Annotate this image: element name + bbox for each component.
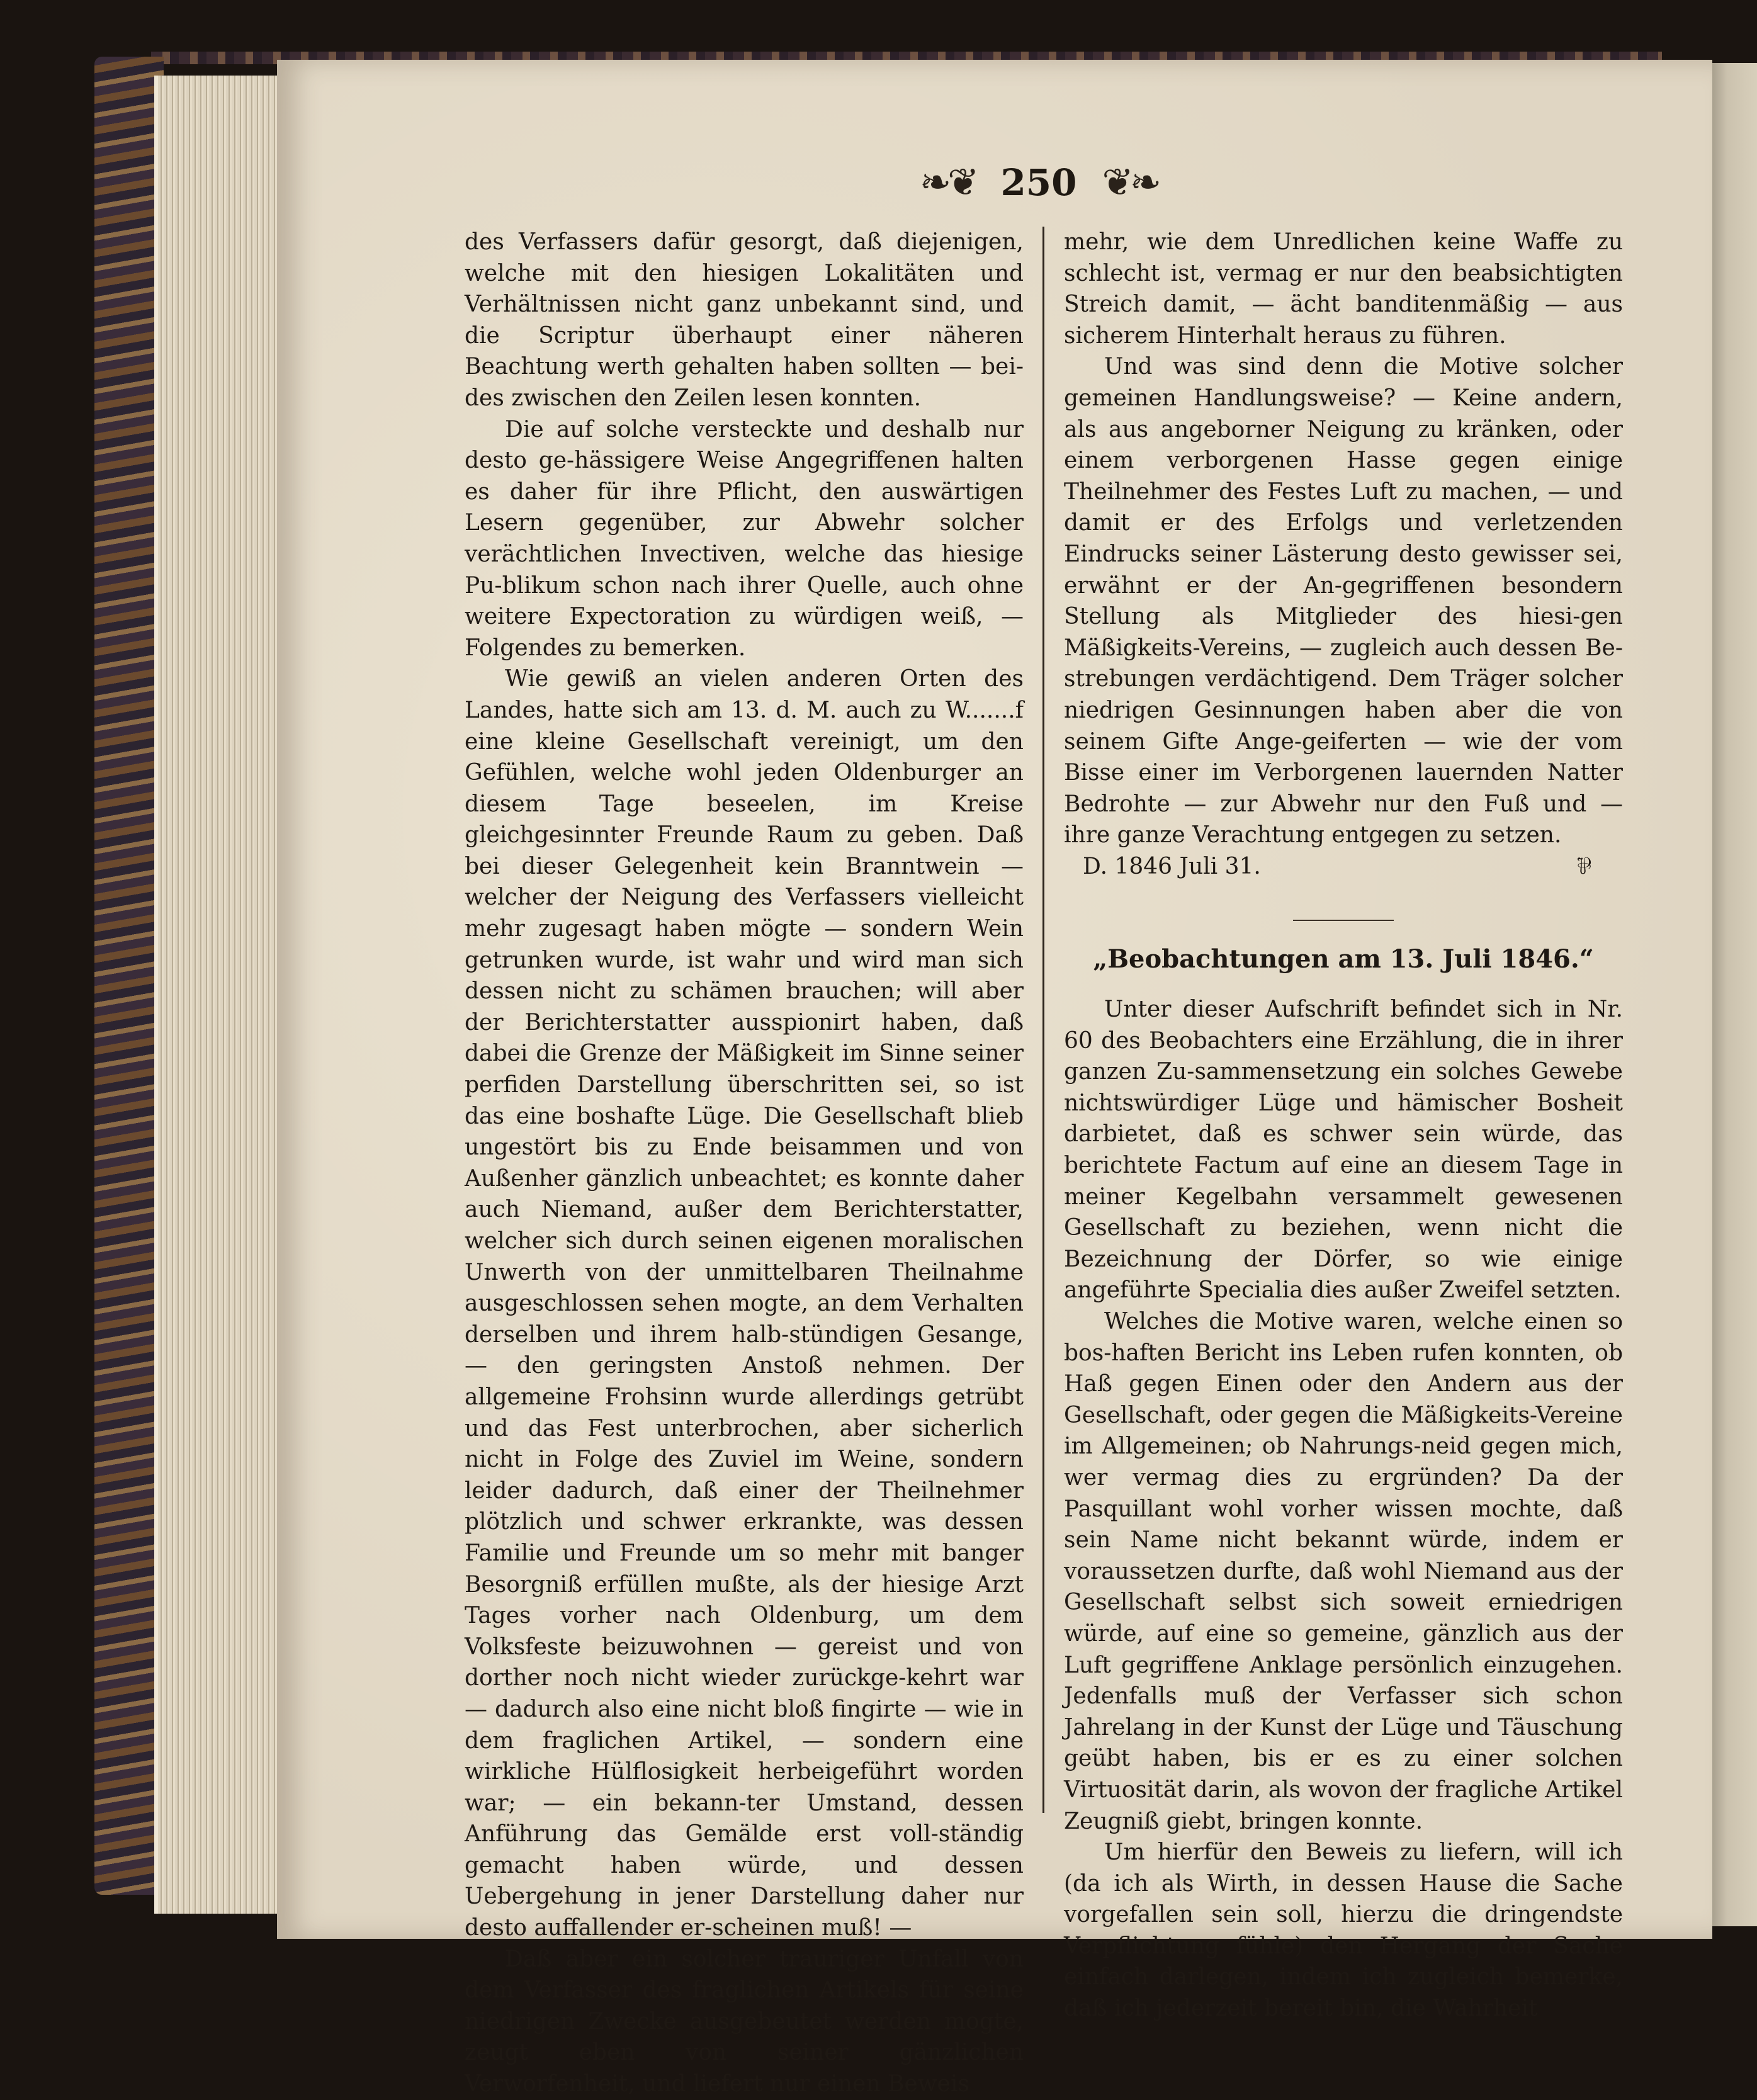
paragraph: mehr, wie dem Unredlichen keine Waffe zu schlecht ist, vermag er nur den beabsichtigten Streich damit, — ächt banditenmäßig — aus sicherem Hinterhalt heraus zu führen. [1064, 229, 1623, 349]
marbled-book-cover [94, 57, 164, 1895]
page-stack-edges [154, 76, 290, 1914]
paragraph: Um hierfür den Beweis zu liefern, will ich (da ich als Wirth, in dessen Hause die Sache vorgefallen sein soll, hierzu die dringendste Verpflichtung fühle) den Hergang der Sache einfach darlegen, indem ich zugleich bemerke, daß ich jederzeit bereit bin, die Wahrheit [1064, 1839, 1623, 2022]
signature-mark: ⅌ [1576, 853, 1591, 879]
signature-date: D. 1846 Juli 31. [1083, 853, 1261, 879]
paragraph: Welches die Motive waren, welche einen so bos-haften Bericht ins Leben rufen konnten, ob Haß gegen Einen oder den Andern aus der Gesellschaft, oder gegen die Mäßigkeits-Vereine im Allgemeinen; ob Nahrungs-neid gegen mich, wer vermag dies zu ergründen? Da der Pasquillant wohl vorher wissen mochte, daß sein Name nicht bekannt würde, indem er voraussetzen durfte, daß wohl Niemand aus der Gesellschaft selbst sich soweit erniedrigen würde, auf eine so gemeine, gänzlich aus der Luft gegriffene Anklage persönlich einzugehen. Jedenfalls muß der Verfasser sich schon Jahrelang in der Kunst der Lüge und Täuschung geübt haben, bis er es zu einer solchen Virtuosität darin, als wovon der fragliche Artikel Zeugniß giebt, bringen konnte. [1064, 1309, 1623, 1834]
paragraph: Unter dieser Aufschrift befindet sich in Nr. 60 des Beobachters eine Erzählung, die in ihrer ganzen Zu-sammensetzung ein solches Gewebe nichtswürdiger Lüge und hämischer Bosheit darbietet, daß es schwer sein würde, das berichtete Factum auf eine an diesem Tage in meiner Kegelbahn versammelt gewesenen Gesellschaft zu beziehen, wenn nicht die Bezeichnung der Dörfer, so wie einige angeführte Specialia dies außer Zweifel setzten. [1064, 996, 1623, 1304]
left-text-column [465, 227, 1024, 2100]
article-headline: „Beobachtungen am 13. Juli 1846.“ [1093, 944, 1594, 974]
paragraph: Wie gewiß an vielen anderen Orten des Landes, hatte sich am 13. d. M. auch zu W.......f eine kleine Gesellschaft vereinigt, um den Gefühlen, welche wohl jeden Oldenburger an diesem Tage beseelen, im Kreise gleichgesinnter Freunde Raum zu geben. Daß bei dieser Gelegenheit kein Branntwein — welcher der Neigung des Verfassers vielleicht mehr zugesagt haben mögte — sondern Wein getrunken wurde, ist wahr und wird man sich dessen nicht zu schämen brauchen; will aber der Berichterstatter ausspionirt haben, daß dabei die Grenze der Mäßigkeit im Sinne seiner perfiden Darstellung überschritten sei, so ist das eine boshafte Lüge. Die Gesellschaft blieb ungestört bis zu Ende beisammen und von Außenher gänzlich unbeachtet; es konnte daher auch Niemand, außer dem Berichterstatter, welcher sich durch seinen eigenen moralischen Unwerth von der unmittelbaren Theilnahme ausgeschlossen sehen mogte, an dem Verhalten derselben und ihrem halb-stündigen Gesange, — den geringsten Anstoß nehmen. Der allgemeine Frohsinn wurde allerdings getrübt und das Fest unterbrochen, aber sicherlich nicht in Folge des Zuviel im Weine, sondern leider dadurch, daß einer der Theilnehmer plötzlich und schwer erkrankte, was dessen Familie und Freunde um so mehr mit banger Besorgniß erfüllen mußte, als der hiesige Arzt Tages vorher nach Oldenburg, um dem Volksfeste beizuwohnen — gereist und von dorther noch nicht wieder zurückge-kehrt war — dadurch also eine nicht bloß fingirte — wie in dem fraglichen Artikel, — sondern eine wirkliche Hülflosigkeit herbeigeführt worden war; — ein bekann-ter Umstand, dessen Anführung das Gemälde erst voll-ständig gemacht haben würde, und dessen Uebergehung in jener Darstellung daher nur desto auffallender er-scheinen muß! — [465, 666, 1024, 1941]
right-text-column [1064, 227, 1623, 2024]
signature-line [1064, 851, 1623, 883]
page-number: 250 [1000, 161, 1077, 204]
page-header [875, 154, 1202, 211]
column-divider [1042, 227, 1044, 1813]
paragraph: des Verfassers dafür gesorgt, daß diejenigen, welche mit den hiesigen Lokalitäten und Verhältnissen nicht ganz unbekannt sind, und die Scriptur überhaupt einer näheren Beachtung werth gehalten haben sollten — bei-des zwischen den Zeilen lesen konnten. [465, 229, 1024, 411]
ornament-right-icon: ❦❧ [1102, 161, 1158, 205]
ornament-left-icon: ❧❦ [919, 161, 976, 205]
paragraph: Daß aber ein solcher trauriger Unfall von dem Verfasser des fraglichen Artikels für seine niedrigen Zwecke ausgebeutet werden mogte, zeugt eben von seiner gänzlichen Verworfenheit, und liefert nur einen Beweis [465, 1946, 1024, 2097]
facing-page-edge [1707, 63, 1757, 1926]
section-divider [1293, 920, 1394, 921]
paragraph: Und was sind denn die Motive solcher gemeinen Handlungsweise? — Keine andern, als aus angeborner Neigung zu kränken, oder einem verborgenen Hasse gegen einige Theilnehmer des Festes Luft zu machen, — und damit er des Erfolgs und verletzenden Eindrucks seiner Lästerung desto gewisser sei, erwähnt er der An-gegriffenen besondern Stellung als Mitglieder des hiesi-gen Mäßigkeits-Vereins, — zugleich auch dessen Be-strebungen verdächtigend. Dem Träger solcher niedrigen Gesinnungen haben aber die von seinem Gifte Ange-geiferten — wie der vom Bisse einer im Verborgenen lauernden Natter Bedrohte — zur Abwehr nur den Fuß und — ihre ganze Verachtung entgegen zu setzen. [1064, 354, 1623, 849]
paragraph: Die auf solche versteckte und deshalb nur desto ge-hässigere Weise Angegriffenen halten es daher für ihre Pflicht, den auswärtigen Lesern gegenüber, zur Abwehr solcher verächtlichen Invectiven, welche das hiesige Pu-blikum schon nach ihrer Quelle, auch ohne weitere Expectoration zu würdigen weiß, — Folgendes zu bemerken. [465, 416, 1024, 661]
